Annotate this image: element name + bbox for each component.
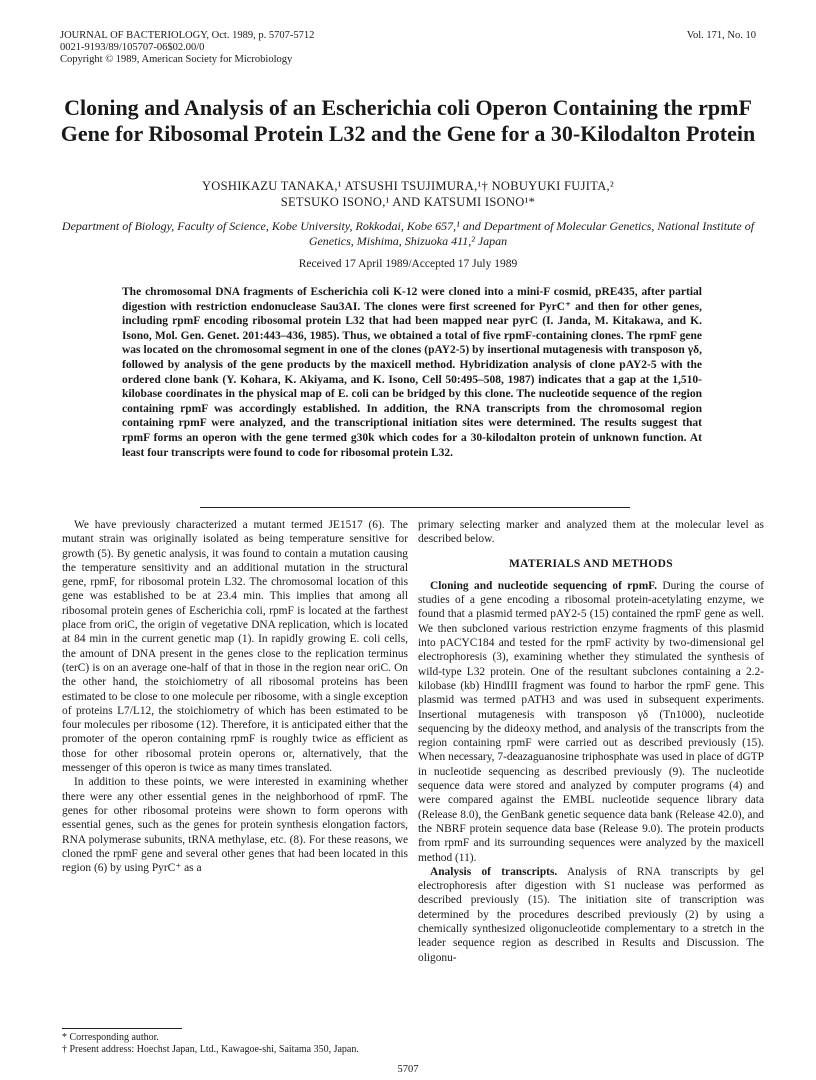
left-column bbox=[62, 518, 408, 875]
copyright-line: Copyright © 1989, American Society for Microbiology bbox=[60, 54, 293, 65]
methods-paragraph-transcripts bbox=[418, 865, 764, 965]
section-heading-methods: MATERIALS AND METHODS bbox=[509, 557, 673, 570]
methods-paragraph-cloning bbox=[418, 579, 764, 865]
footnote-corresponding: * Corresponding author. bbox=[62, 1032, 159, 1043]
footnote-present-address: † Present address: Hoechst Japan, Ltd., Kawagoe-shi, Saitama 350, Japan. bbox=[62, 1044, 359, 1055]
journal-header bbox=[60, 30, 314, 66]
footnote-divider bbox=[62, 1028, 182, 1029]
received-dates: Received 17 April 1989/Accepted 17 July 1989 bbox=[298, 258, 518, 270]
methods-text-transcripts: Analysis of RNA transcripts by gel electrophoresis after digestion with S1 nuclease was performed as described previously (15). The initiation site of transcription was determined by the procedures described previously (2) by using a chemically synthesized oligonucleotide complementary to a stretch in the leader sequence region as described in Results and Discussion. The oligonu- bbox=[418, 865, 765, 964]
author-list bbox=[60, 178, 756, 210]
abstract: The chromosomal DNA fragments of Escherichia coli K-12 were cloned into a mini-F cosmid, pRE435, after partial digestion with restriction endonuclease Sau3AI. The clones were first screened for PyrC⁺ and then for other genes, including rpmF encoding ribosomal protein L32 that had been mapped near pyrC (I. Janda, M. Kitakawa, and K. Isono, Mol. Gen. Genet. 201:443–436, 1985). Thus, we obtained a total of five rpmF-containing clones. The rpmF gene was located on the chromosomal segment in one of the clones (pAY2-5) by insertional mutagenesis with transposon γδ, followed by analysis of the gene products by the maxicell method. Hybridization analysis of clone pAY2-5 with the ordered clone bank (Y. Kohara, K. Akiyama, and K. Isono, Cell 50:495–508, 1987) indicates that a gap at the 1,510-kilobase coordinates in the physical map of E. coli can be bridged by this clone. The nucleotide sequence of the region containing rpmF was accordingly established. In addition, the RNA transcripts from the chromosomal region containing rpmF were analyzed, and the transcriptional initiation sites were determined. The results suggest that rpmF forms an operon with the gene termed g30k which codes for a 30-kilodalton protein of unknown function. At least four transcripts were found to code for ribosomal protein L32. bbox=[122, 286, 702, 459]
methods-text-cloning: During the course of studies of a gene encoding a ribosomal protein-acetylating enzyme, we found that a plasmid termed pAY2-5 (15) contained the rpmF gene as well. We then subcloned various restriction enzyme fragments of this plasmid into pACYC184 and tested for the rpmF activity by two-dimensional gel electrophoresis (3), examining whether they stimulated the synthesis of wild-type L32 protein. One of the resultant subclones containing a 2.2-kilobase (kb) HindIII fragment was found to harbor the rpmF gene. This plasmid was termed pATH3 and was used in subsequent experiments. Insertional mutagenesis with transposon γδ (Tn1000), nucleotide sequencing by the dideoxy method, and analysis of the transcripts from the region containing rpmF were carried out as described previously (15). When necessary, 7-deazaguanosine triphosphate was used in place of dGTP in nucleotide sequencing as described previously (9). The nucleotide sequence data were stored and analyzed by computer programs (4) and were compared against the EMBL nucleotide sequence library data (Release 8.0), the GenBank genetic sequence data bank (Release 42.0), and the NBRF protein sequence data base (Release 9.0). The protein products from rpmF and its surrounding sequences were analyzed by the maxicell method (11). bbox=[418, 579, 765, 864]
article-title: Cloning and Analysis of an Escherichia coli Operon Containing the rpmF Gene for Ribosomal Protein L32 and the Gene for a 30-Kilodalton Protein bbox=[60, 95, 756, 146]
footnotes bbox=[62, 1032, 402, 1056]
right-column bbox=[418, 518, 764, 965]
authors-line-1: YOSHIKAZU TANAKA,¹ ATSUSHI TSUJIMURA,¹† NOBUYUKI FUJITA,² bbox=[201, 179, 614, 193]
affiliation: Department of Biology, Faculty of Science, Kobe University, Rokkodai, Kobe 657,¹ and Department of Molecular Genetics, National Institute of Genetics, Mishima, Shizuoka 411,² Japan bbox=[61, 219, 755, 248]
page-number: 5707 bbox=[397, 1064, 419, 1075]
issn-code: 0021-9193/89/105707-06$02.00/0 bbox=[60, 42, 205, 53]
journal-citation: JOURNAL OF BACTERIOLOGY, Oct. 1989, p. 5707-5712 bbox=[60, 30, 315, 41]
abstract-divider bbox=[200, 507, 630, 508]
intro-paragraph-2: In addition to these points, we were interested in examining whether there were any other essential genes in the neighborhood of rpmF. The genes for other ribosomal proteins were shown to form operons with essential genes, such as the genes for protein synthesis elongation factors, RNA polymerase subunits, tRNA methylase, etc. (8). For these reasons, we cloned the rpmF gene and several other genes that had been located in this region (6) by using PyrC⁺ as a bbox=[62, 776, 408, 875]
intro-paragraph-1: We have previously characterized a mutant termed JE1517 (6). The mutant strain was originally isolated as being temperature sensitive for growth (5). By genetic analysis, it was found to contain a mutation causing the temperature sensitivity and an additional mutation in the structural gene, rpmF, for ribosomal protein L32. The chromosomal location of this gene was established to be at 23.4 min. This implies that among all ribosomal protein genes of Escherichia coli, rpmF is located at the farthest place from oriC, the origin of vegetative DNA replication, which is located at 84 min in the current genetic map (1). In rapidly growing E. coli cells, the amount of DNA present in the genes close to the replication terminus (terC) is on an average one-half of that in those in the region near oriC. On the other hand, the stoichiometry of all ribosomal proteins has been estimated to be close to one molecule per ribosome, with a single exception of proteins L7/L12, the stoichiometry of which has been estimated to be four molecules per ribosome (12). Therefore, it is anticipated either that the promoter of the operon containing rpmF is roughly twice as efficient as those for other ribosomal protein operons or, alternatively, that the messenger of this operon is twice as many times translated. bbox=[62, 519, 408, 775]
authors-line-2: SETSUKO ISONO,¹ AND KATSUMI ISONO¹* bbox=[280, 195, 536, 209]
volume-info: Vol. 171, No. 10 bbox=[686, 30, 756, 41]
intro-continuation: primary selecting marker and analyzed them at the molecular level as described below. bbox=[418, 519, 764, 546]
runin-heading-cloning: Cloning and nucleotide sequencing of rpmF. bbox=[430, 579, 657, 592]
runin-heading-transcripts: Analysis of transcripts. bbox=[430, 865, 558, 878]
